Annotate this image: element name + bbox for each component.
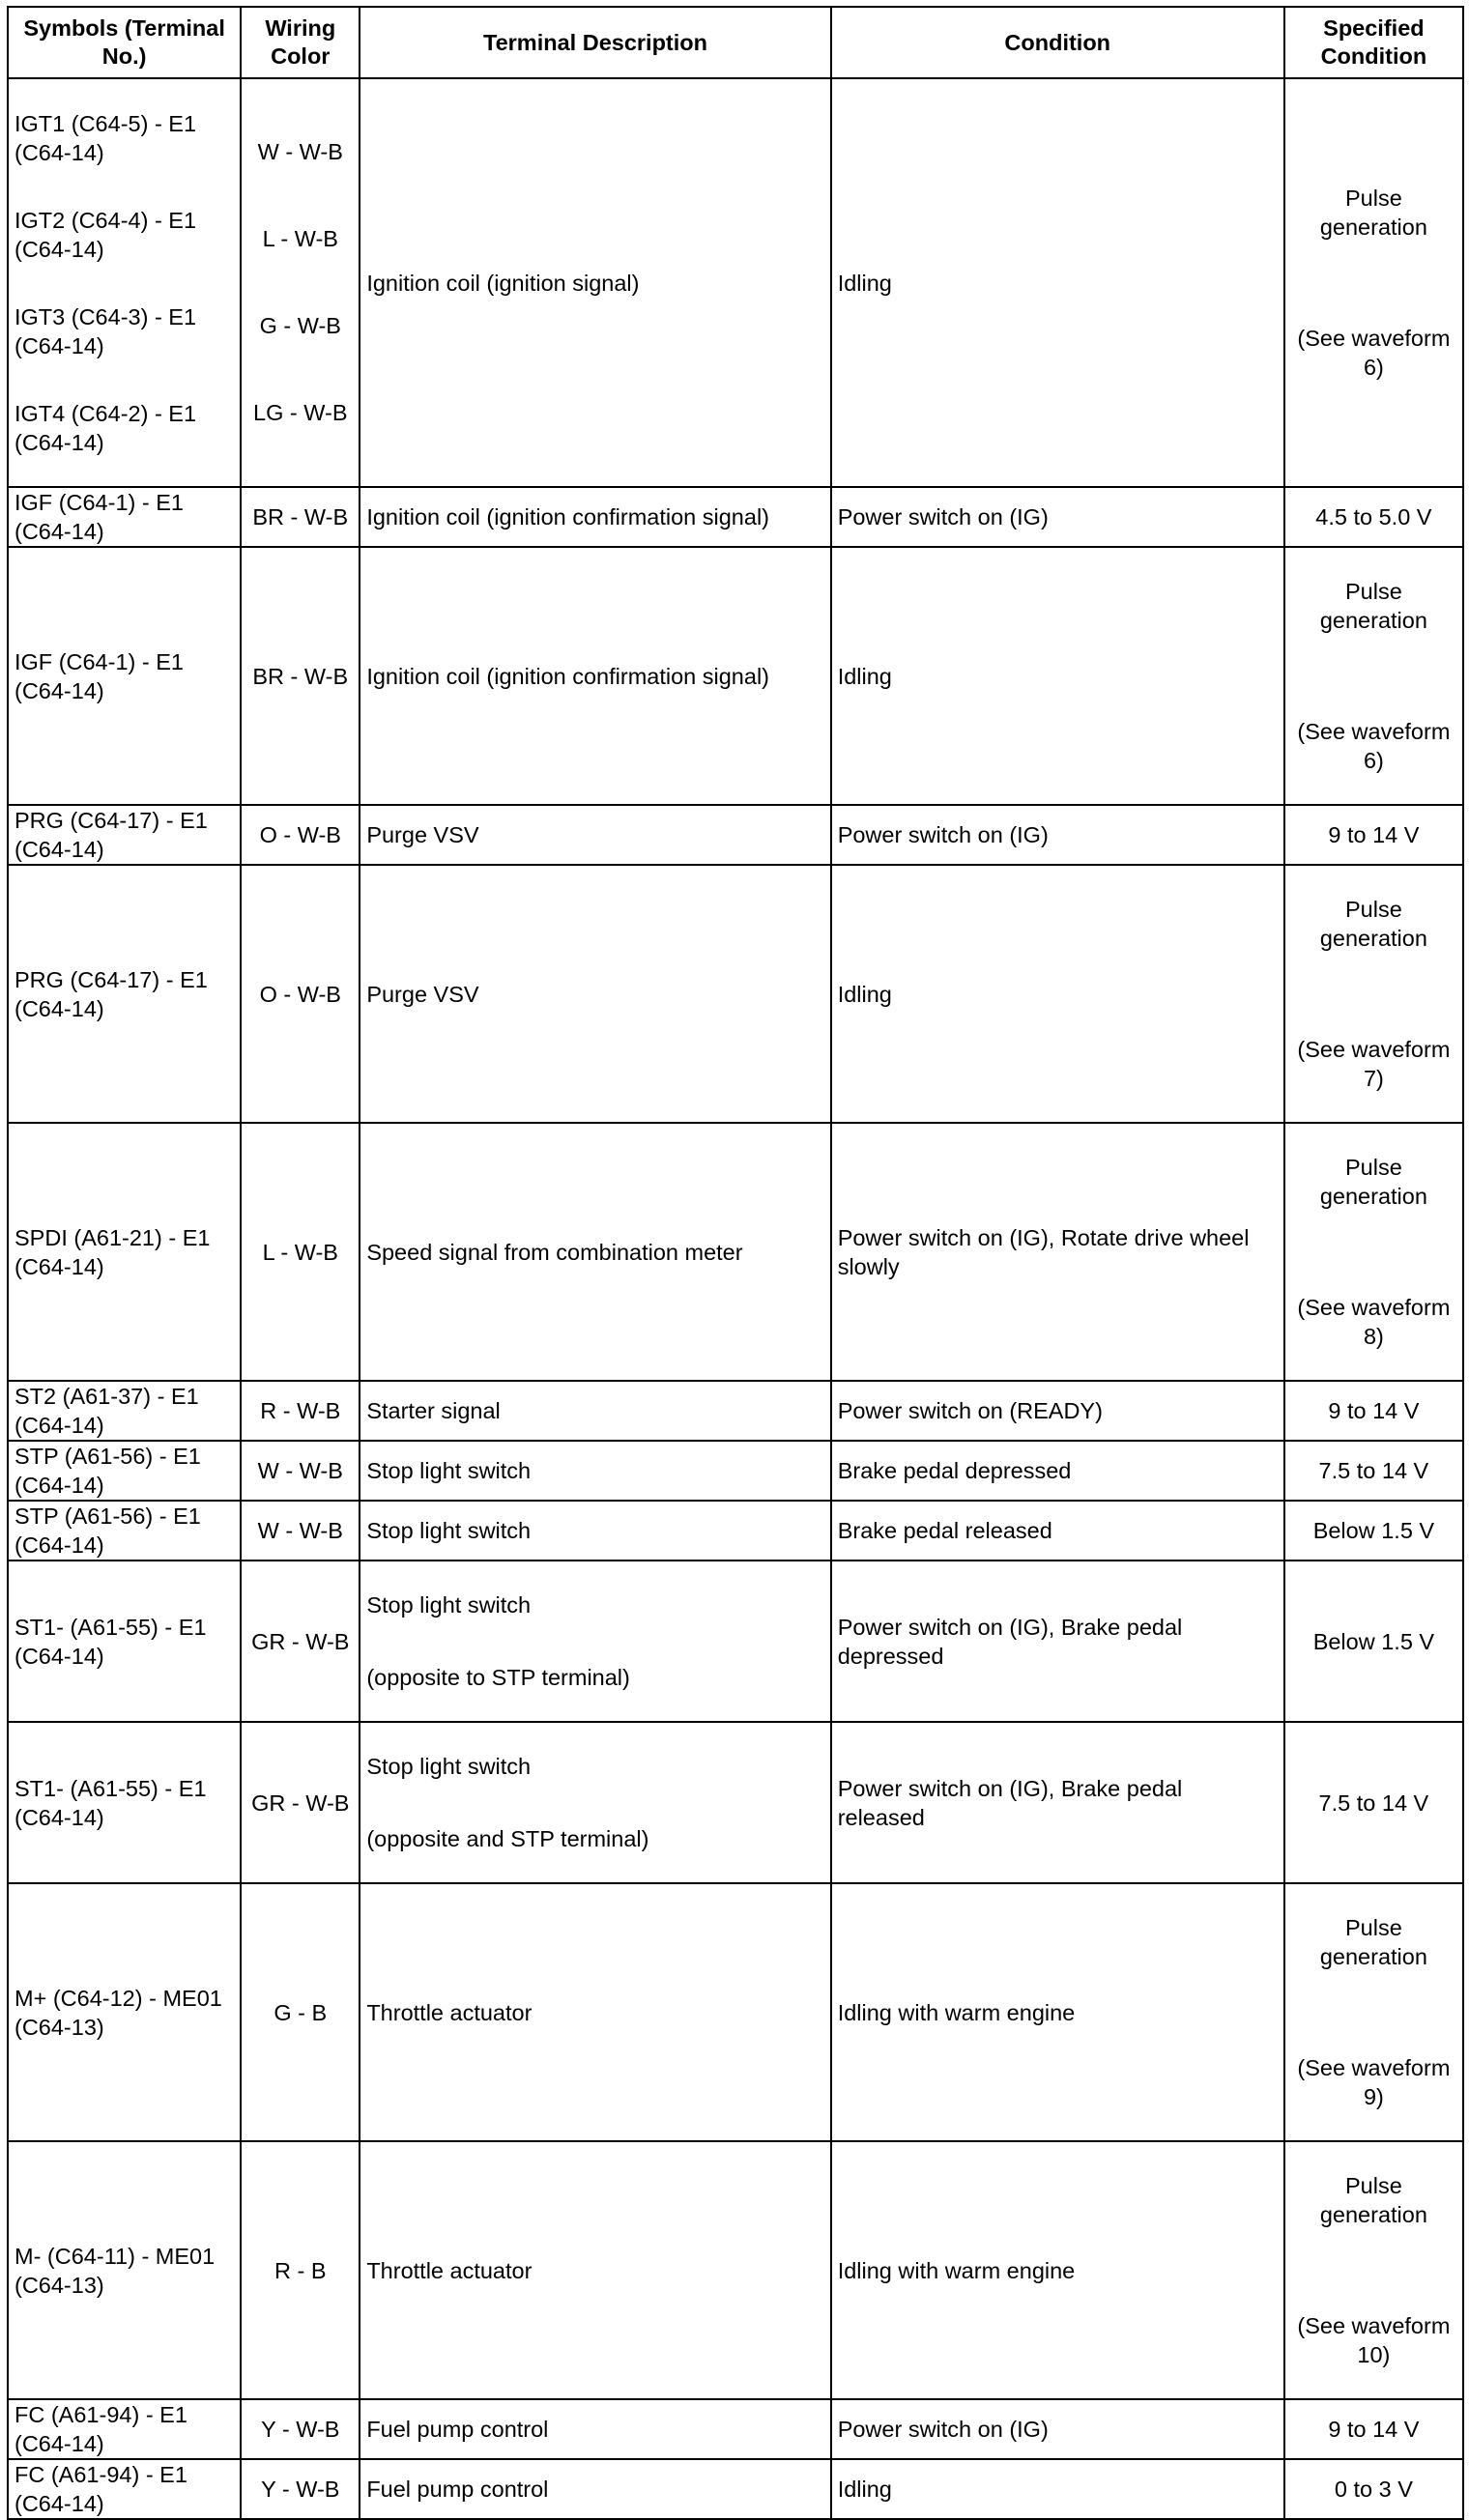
condition-cell: Power switch on (IG), Rotate drive wheel slowly xyxy=(831,1123,1284,1381)
symbols-cell: FC (A61-94) - E1 (C64-14) xyxy=(8,2399,241,2459)
spec-note: (See waveform 7) xyxy=(1297,1037,1451,1091)
symbols-cell: STP (A61-56) - E1 (C64-14) xyxy=(8,1441,241,1501)
header-specified-condition: Specified Condition xyxy=(1284,7,1463,78)
description-cell: Ignition coil (ignition signal) xyxy=(360,78,830,487)
table-row xyxy=(8,1561,1463,1722)
specified-cell: 9 to 14 V xyxy=(1284,1381,1463,1441)
specified-cell xyxy=(1284,1883,1463,2141)
spec-note: (See waveform 6) xyxy=(1297,719,1451,773)
wiring-value: LG - W-B xyxy=(253,400,348,425)
wiring-cell: W - W-B xyxy=(241,1441,360,1501)
table-row xyxy=(8,1381,1463,1441)
wiring-cell: Y - W-B xyxy=(241,2459,360,2519)
header-condition: Condition xyxy=(831,7,1284,78)
table-row xyxy=(8,487,1463,547)
specified-cell xyxy=(1284,547,1463,805)
symbols-cell: ST2 (A61-37) - E1 (C64-14) xyxy=(8,1381,241,1441)
condition-cell: Idling xyxy=(831,547,1284,805)
symbols-cell: SPDI (A61-21) - E1 (C64-14) xyxy=(8,1123,241,1381)
spec-main: Pulse generation xyxy=(1319,186,1427,240)
symbol-line: IGT2 (C64-4) - E1 (C64-14) xyxy=(14,208,197,262)
table-row xyxy=(8,1883,1463,2141)
description-cell: Purge VSV xyxy=(360,865,830,1123)
description-cell: Purge VSV xyxy=(360,805,830,865)
description-cell: Fuel pump control xyxy=(360,2459,830,2519)
wiring-cell: BR - W-B xyxy=(241,547,360,805)
symbols-cell: PRG (C64-17) - E1 (C64-14) xyxy=(8,805,241,865)
symbols-cell xyxy=(8,78,241,487)
specified-cell: 9 to 14 V xyxy=(1284,2399,1463,2459)
table-row xyxy=(8,805,1463,865)
spec-main: Pulse generation xyxy=(1319,1155,1427,1209)
wiring-cell: Y - W-B xyxy=(241,2399,360,2459)
wiring-cell: O - W-B xyxy=(241,865,360,1123)
table-row xyxy=(8,1123,1463,1381)
condition-cell: Brake pedal depressed xyxy=(831,1441,1284,1501)
symbol-line: IGT3 (C64-3) - E1 (C64-14) xyxy=(14,304,197,358)
condition-cell: Idling xyxy=(831,78,1284,487)
table-row xyxy=(8,1722,1463,1883)
specified-cell: Below 1.5 V xyxy=(1284,1501,1463,1561)
description-cell: Ignition coil (ignition confirmation signal) xyxy=(360,547,830,805)
description-note: (opposite and STP terminal) xyxy=(366,1826,649,1851)
specified-cell: 4.5 to 5.0 V xyxy=(1284,487,1463,547)
symbols-cell: M- (C64-11) - ME01 (C64-13) xyxy=(8,2141,241,2399)
condition-cell: Idling xyxy=(831,2459,1284,2519)
condition-cell: Power switch on (IG), Brake pedal released xyxy=(831,1722,1284,1883)
condition-cell: Power switch on (READY) xyxy=(831,1381,1284,1441)
wiring-cell: GR - W-B xyxy=(241,1561,360,1722)
spec-main: Pulse generation xyxy=(1319,897,1427,951)
specified-cell: Below 1.5 V xyxy=(1284,1561,1463,1722)
header-terminal-description: Terminal Description xyxy=(360,7,830,78)
specified-cell xyxy=(1284,865,1463,1123)
description-cell xyxy=(360,1722,830,1883)
wiring-value: W - W-B xyxy=(257,139,343,164)
header-row xyxy=(8,7,1463,78)
spec-note: (See waveform 6) xyxy=(1297,326,1451,380)
symbol-line: IGT4 (C64-2) - E1 (C64-14) xyxy=(14,401,197,455)
wiring-value: L - W-B xyxy=(262,226,338,251)
description-cell: Starter signal xyxy=(360,1381,830,1441)
description-cell: Stop light switch xyxy=(360,1441,830,1501)
condition-cell: Power switch on (IG), Brake pedal depressed xyxy=(831,1561,1284,1722)
table-row xyxy=(8,2141,1463,2399)
description-note: (opposite to STP terminal) xyxy=(366,1665,630,1690)
table-row xyxy=(8,2459,1463,2519)
spec-note: (See waveform 8) xyxy=(1297,1295,1451,1349)
description-cell: Stop light switch xyxy=(360,1501,830,1561)
wiring-cell: BR - W-B xyxy=(241,487,360,547)
wiring-cell: O - W-B xyxy=(241,805,360,865)
specified-cell xyxy=(1284,2141,1463,2399)
wiring-cell: R - B xyxy=(241,2141,360,2399)
description-main: Stop light switch xyxy=(366,1754,532,1779)
table-row xyxy=(8,1501,1463,1561)
description-cell: Throttle actuator xyxy=(360,1883,830,2141)
symbols-cell: ST1- (A61-55) - E1 (C64-14) xyxy=(8,1722,241,1883)
symbols-cell: IGF (C64-1) - E1 (C64-14) xyxy=(8,547,241,805)
symbols-cell: IGF (C64-1) - E1 (C64-14) xyxy=(8,487,241,547)
wiring-cell: L - W-B xyxy=(241,1123,360,1381)
specified-cell: 7.5 to 14 V xyxy=(1284,1722,1463,1883)
spec-main: Pulse generation xyxy=(1319,579,1427,633)
spec-note: (See waveform 10) xyxy=(1297,2313,1451,2367)
specified-cell xyxy=(1284,78,1463,487)
spec-main: Pulse generation xyxy=(1319,2173,1427,2227)
symbol-line: IGT1 (C64-5) - E1 (C64-14) xyxy=(14,111,197,165)
condition-cell: Power switch on (IG) xyxy=(831,487,1284,547)
table-row xyxy=(8,865,1463,1123)
description-cell: Speed signal from combination meter xyxy=(360,1123,830,1381)
wiring-cell: R - W-B xyxy=(241,1381,360,1441)
header-symbols: Symbols (Terminal No.) xyxy=(8,7,241,78)
header-wiring-color: Wiring Color xyxy=(241,7,360,78)
specified-cell: 9 to 14 V xyxy=(1284,805,1463,865)
table-row xyxy=(8,78,1463,487)
condition-cell: Idling with warm engine xyxy=(831,2141,1284,2399)
condition-cell: Power switch on (IG) xyxy=(831,805,1284,865)
wiring-cell: W - W-B xyxy=(241,1501,360,1561)
description-cell: Throttle actuator xyxy=(360,2141,830,2399)
wiring-cell xyxy=(241,78,360,487)
condition-cell: Idling xyxy=(831,865,1284,1123)
specified-cell: 7.5 to 14 V xyxy=(1284,1441,1463,1501)
description-cell xyxy=(360,1561,830,1722)
terminal-spec-table xyxy=(7,6,1464,2520)
symbols-cell: ST1- (A61-55) - E1 (C64-14) xyxy=(8,1561,241,1722)
wiring-value: G - W-B xyxy=(259,313,341,338)
spec-main: Pulse generation xyxy=(1319,1915,1427,1969)
condition-cell: Power switch on (IG) xyxy=(831,2399,1284,2459)
description-main: Stop light switch xyxy=(366,1592,532,1618)
symbols-cell: FC (A61-94) - E1 (C64-14) xyxy=(8,2459,241,2519)
condition-cell: Idling with warm engine xyxy=(831,1883,1284,2141)
description-cell: Ignition coil (ignition confirmation signal) xyxy=(360,487,830,547)
wiring-cell: GR - W-B xyxy=(241,1722,360,1883)
specified-cell: 0 to 3 V xyxy=(1284,2459,1463,2519)
table-row xyxy=(8,547,1463,805)
wiring-cell: G - B xyxy=(241,1883,360,2141)
symbols-cell: PRG (C64-17) - E1 (C64-14) xyxy=(8,865,241,1123)
description-cell: Fuel pump control xyxy=(360,2399,830,2459)
condition-cell: Brake pedal released xyxy=(831,1501,1284,1561)
table-row xyxy=(8,2399,1463,2459)
symbols-cell: M+ (C64-12) - ME01 (C64-13) xyxy=(8,1883,241,2141)
specified-cell xyxy=(1284,1123,1463,1381)
symbols-cell: STP (A61-56) - E1 (C64-14) xyxy=(8,1501,241,1561)
table-row xyxy=(8,1441,1463,1501)
spec-note: (See waveform 9) xyxy=(1297,2055,1451,2109)
